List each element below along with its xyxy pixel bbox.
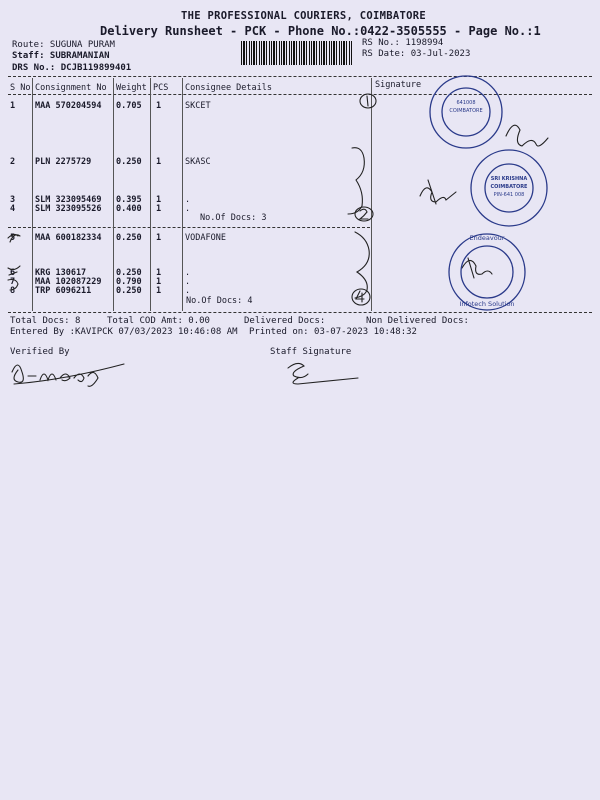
staff-label: Staff: SUBRAMANIAN	[12, 51, 110, 61]
row-pcs: 1	[156, 101, 162, 111]
rs-number: RS No.: 1198994	[362, 38, 444, 48]
row-weight: 0.250	[116, 157, 142, 167]
row-details: .	[185, 268, 191, 278]
row-consignment: SLM 323095526	[35, 204, 102, 214]
tick-mark	[8, 266, 20, 275]
entered-by: Entered By :KAVIPCK 07/03/2023 10:46:08 AM	[10, 327, 238, 337]
row-pcs: 1	[156, 233, 162, 243]
row-details: .	[185, 286, 191, 296]
row-weight: 0.250	[116, 233, 142, 243]
row-details: VODAFONE	[185, 233, 226, 243]
row-pcs: 1	[156, 268, 162, 278]
svg-text:641008: 641008	[456, 100, 476, 106]
row-sno: 4	[10, 204, 16, 214]
tick-mark	[8, 280, 18, 291]
staff-signature	[288, 363, 358, 384]
signature-mark	[462, 258, 492, 278]
row-weight: 0.790	[116, 277, 142, 287]
col-header-details: Consignee Details	[185, 83, 272, 93]
group-doc-count: No.Of Docs: 4	[186, 296, 253, 306]
bracket-mark	[348, 148, 364, 214]
staff-signature-label: Staff Signature	[270, 347, 352, 357]
signature-mark	[506, 125, 548, 146]
total-docs: Total Docs: 8	[10, 316, 81, 326]
col-header-weight: Weight	[116, 83, 147, 93]
row-details: .	[185, 277, 191, 287]
tick-mark	[8, 234, 20, 242]
delivered-docs: Delivered Docs:	[244, 316, 326, 326]
col-header-consignment: Consignment No	[35, 83, 107, 93]
group-doc-count: No.Of Docs: 3	[200, 213, 267, 223]
printed-on: Printed on: 03-07-2023 10:48:32	[249, 327, 417, 337]
col-header-pcs: PCS	[153, 83, 169, 93]
row-sno: 5	[10, 233, 16, 243]
row-sno: 2	[10, 157, 16, 167]
company-name: THE PROFESSIONAL COURIERS, COIMBATORE	[181, 10, 426, 22]
row-details: SKASC	[185, 157, 211, 167]
svg-text:COIMBATORE: COIMBATORE	[449, 108, 483, 114]
row-consignment: PLN 2275729	[35, 157, 92, 167]
svg-text:Infotech Solution: Infotech Solution	[459, 300, 515, 308]
svg-text:SRI KRISHNA: SRI KRISHNA	[490, 176, 528, 182]
row-details: SKCET	[185, 101, 211, 111]
svg-text:Endeavour: Endeavour	[469, 234, 505, 242]
page-title: Delivery Runsheet - PCK - Phone No.:0422-3505555 - Page No.:1	[100, 24, 541, 38]
row-consignment: MAA 600182334	[35, 233, 102, 243]
row-sno: 1	[10, 101, 16, 111]
col-header-signature: Signature	[375, 80, 422, 90]
non-delivered-docs: Non Delivered Docs:	[366, 316, 469, 326]
row-consignment: SLM 323095469	[35, 195, 102, 205]
col-header-sno: S No	[10, 83, 31, 93]
row-pcs: 1	[156, 195, 162, 205]
row-consignment: MAA 570204594	[35, 101, 102, 111]
route-label: Route: SUGUNA PURAM	[12, 40, 115, 50]
row-pcs: 1	[156, 286, 162, 296]
row-pcs: 1	[156, 277, 162, 287]
row-sno: 7	[10, 277, 16, 287]
verified-signature	[12, 364, 124, 386]
signature-mark	[420, 180, 456, 204]
row-sno: 6	[10, 268, 16, 278]
row-weight: 0.705	[116, 101, 142, 111]
row-pcs: 1	[156, 157, 162, 167]
row-weight: 0.250	[116, 286, 142, 296]
total-cod: Total COD Amt: 0.00	[107, 316, 210, 326]
svg-text:PIN-641 008: PIN-641 008	[493, 192, 525, 198]
rs-date: RS Date: 03-Jul-2023	[362, 49, 471, 59]
row-consignment: MAA 102087229	[35, 277, 102, 287]
row-details: .	[185, 204, 191, 214]
row-pcs: 1	[156, 204, 162, 214]
row-details: .	[185, 195, 191, 205]
row-consignment: KRG 130617	[35, 268, 87, 278]
circled-number-4	[352, 289, 370, 305]
row-weight: 0.395	[116, 195, 142, 205]
bracket-mark	[355, 232, 369, 298]
row-weight: 0.400	[116, 204, 142, 214]
drs-number: DRS No.: DCJB119899401	[12, 63, 132, 73]
row-sno: 8	[10, 286, 16, 296]
row-sno: 3	[10, 195, 16, 205]
row-consignment: TRP 6096211	[35, 286, 92, 296]
row-weight: 0.250	[116, 268, 142, 278]
svg-text:COIMBATORE: COIMBATORE	[490, 184, 528, 190]
verified-by-label: Verified By	[10, 347, 70, 357]
